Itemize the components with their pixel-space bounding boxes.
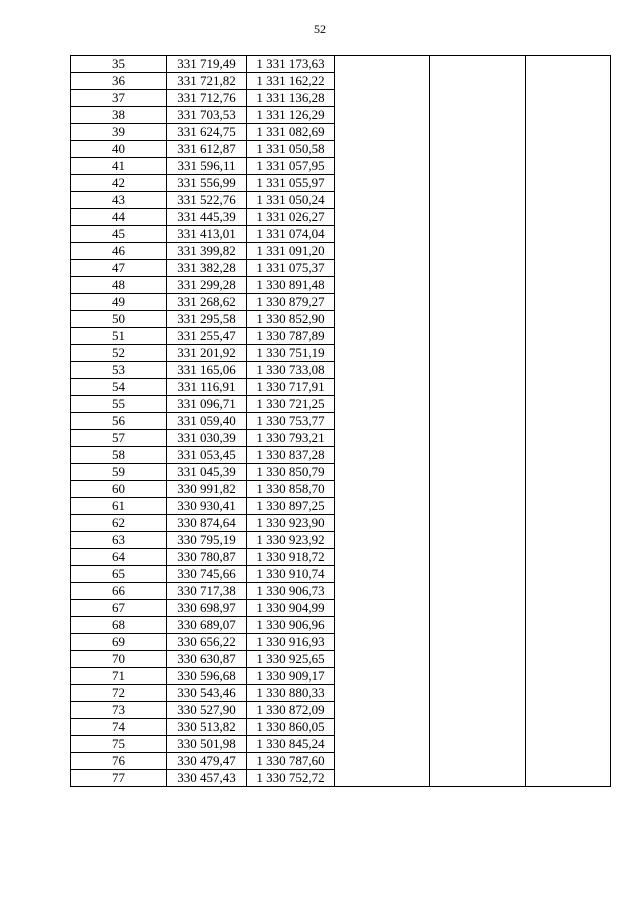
x-coordinate-cell: 330 501,98 xyxy=(167,736,247,753)
point-number-cell: 58 xyxy=(71,447,167,464)
point-number-cell: 39 xyxy=(71,124,167,141)
x-coordinate-cell: 330 874,64 xyxy=(167,515,247,532)
y-coordinate-cell: 1 330 925,65 xyxy=(247,651,335,668)
y-coordinate-cell: 1 330 752,72 xyxy=(247,770,335,787)
y-coordinate-cell: 1 330 753,77 xyxy=(247,413,335,430)
point-number-cell: 74 xyxy=(71,719,167,736)
y-coordinate-cell: 1 330 860,05 xyxy=(247,719,335,736)
y-coordinate-cell: 1 330 904,99 xyxy=(247,600,335,617)
y-coordinate-cell: 1 331 126,29 xyxy=(247,107,335,124)
y-coordinate-cell: 1 330 906,73 xyxy=(247,583,335,600)
point-number-cell: 72 xyxy=(71,685,167,702)
point-number-cell: 68 xyxy=(71,617,167,634)
x-coordinate-cell: 331 299,28 xyxy=(167,277,247,294)
point-number-cell: 43 xyxy=(71,192,167,209)
point-number-cell: 48 xyxy=(71,277,167,294)
x-coordinate-cell: 331 612,87 xyxy=(167,141,247,158)
y-coordinate-cell: 1 330 879,27 xyxy=(247,294,335,311)
point-number-cell: 66 xyxy=(71,583,167,600)
y-coordinate-cell: 1 330 733,08 xyxy=(247,362,335,379)
point-number-cell: 56 xyxy=(71,413,167,430)
x-coordinate-cell: 330 527,90 xyxy=(167,702,247,719)
point-number-cell: 75 xyxy=(71,736,167,753)
y-coordinate-cell: 1 331 162,22 xyxy=(247,73,335,90)
x-coordinate-cell: 330 698,97 xyxy=(167,600,247,617)
page-number: 52 xyxy=(314,22,326,36)
y-coordinate-cell: 1 331 075,37 xyxy=(247,260,335,277)
x-coordinate-cell: 331 045,39 xyxy=(167,464,247,481)
blank-column-6 xyxy=(526,56,611,787)
point-number-cell: 64 xyxy=(71,549,167,566)
y-coordinate-cell: 1 330 850,79 xyxy=(247,464,335,481)
x-coordinate-cell: 331 556,99 xyxy=(167,175,247,192)
x-coordinate-cell: 330 689,07 xyxy=(167,617,247,634)
x-coordinate-cell: 331 596,11 xyxy=(167,158,247,175)
y-coordinate-cell: 1 330 872,09 xyxy=(247,702,335,719)
x-coordinate-cell: 331 059,40 xyxy=(167,413,247,430)
point-number-cell: 55 xyxy=(71,396,167,413)
point-number-cell: 73 xyxy=(71,702,167,719)
x-coordinate-cell: 331 053,45 xyxy=(167,447,247,464)
x-coordinate-cell: 330 656,22 xyxy=(167,634,247,651)
y-coordinate-cell: 1 330 787,60 xyxy=(247,753,335,770)
point-number-cell: 44 xyxy=(71,209,167,226)
point-number-cell: 57 xyxy=(71,430,167,447)
x-coordinate-cell: 330 745,66 xyxy=(167,566,247,583)
y-coordinate-cell: 1 330 845,24 xyxy=(247,736,335,753)
y-coordinate-cell: 1 330 906,96 xyxy=(247,617,335,634)
x-coordinate-cell: 330 513,82 xyxy=(167,719,247,736)
point-number-cell: 42 xyxy=(71,175,167,192)
point-number-cell: 63 xyxy=(71,532,167,549)
x-coordinate-cell: 331 703,53 xyxy=(167,107,247,124)
y-coordinate-cell: 1 330 923,90 xyxy=(247,515,335,532)
x-coordinate-cell: 331 116,91 xyxy=(167,379,247,396)
x-coordinate-cell: 331 721,82 xyxy=(167,73,247,90)
x-coordinate-cell: 330 780,87 xyxy=(167,549,247,566)
x-coordinate-cell: 330 717,38 xyxy=(167,583,247,600)
x-coordinate-cell: 330 991,82 xyxy=(167,481,247,498)
y-coordinate-cell: 1 330 923,92 xyxy=(247,532,335,549)
point-number-cell: 59 xyxy=(71,464,167,481)
x-coordinate-cell: 331 712,76 xyxy=(167,90,247,107)
y-coordinate-cell: 1 330 909,17 xyxy=(247,668,335,685)
point-number-cell: 37 xyxy=(71,90,167,107)
point-number-cell: 53 xyxy=(71,362,167,379)
table-row xyxy=(71,56,611,73)
y-coordinate-cell: 1 331 074,04 xyxy=(247,226,335,243)
x-coordinate-cell: 331 165,06 xyxy=(167,362,247,379)
point-number-cell: 49 xyxy=(71,294,167,311)
y-coordinate-cell: 1 331 091,20 xyxy=(247,243,335,260)
point-number-cell: 51 xyxy=(71,328,167,345)
x-coordinate-cell: 331 268,62 xyxy=(167,294,247,311)
point-number-cell: 46 xyxy=(71,243,167,260)
y-coordinate-cell: 1 330 837,28 xyxy=(247,447,335,464)
point-number-cell: 35 xyxy=(71,56,167,73)
y-coordinate-cell: 1 330 916,93 xyxy=(247,634,335,651)
point-number-cell: 77 xyxy=(71,770,167,787)
x-coordinate-cell: 331 399,82 xyxy=(167,243,247,260)
y-coordinate-cell: 1 330 897,25 xyxy=(247,498,335,515)
point-number-cell: 70 xyxy=(71,651,167,668)
x-coordinate-cell: 330 630,87 xyxy=(167,651,247,668)
y-coordinate-cell: 1 331 050,24 xyxy=(247,192,335,209)
x-coordinate-cell: 331 295,58 xyxy=(167,311,247,328)
x-coordinate-cell: 331 201,92 xyxy=(167,345,247,362)
point-number-cell: 60 xyxy=(71,481,167,498)
y-coordinate-cell: 1 330 787,89 xyxy=(247,328,335,345)
x-coordinate-cell: 331 445,39 xyxy=(167,209,247,226)
x-coordinate-cell: 330 596,68 xyxy=(167,668,247,685)
blank-column-5 xyxy=(430,56,526,787)
x-coordinate-cell: 330 457,43 xyxy=(167,770,247,787)
y-coordinate-cell: 1 331 136,28 xyxy=(247,90,335,107)
x-coordinate-cell: 331 624,75 xyxy=(167,124,247,141)
y-coordinate-cell: 1 330 717,91 xyxy=(247,379,335,396)
y-coordinate-cell: 1 331 050,58 xyxy=(247,141,335,158)
point-number-cell: 52 xyxy=(71,345,167,362)
x-coordinate-cell: 331 413,01 xyxy=(167,226,247,243)
point-number-cell: 67 xyxy=(71,600,167,617)
x-coordinate-cell: 331 255,47 xyxy=(167,328,247,345)
y-coordinate-cell: 1 330 880,33 xyxy=(247,685,335,702)
y-coordinate-cell: 1 330 721,25 xyxy=(247,396,335,413)
y-coordinate-cell: 1 331 026,27 xyxy=(247,209,335,226)
coordinates-table-body xyxy=(71,56,611,787)
coordinates-table xyxy=(70,55,611,787)
y-coordinate-cell: 1 331 173,63 xyxy=(247,56,335,73)
point-number-cell: 38 xyxy=(71,107,167,124)
y-coordinate-cell: 1 330 793,21 xyxy=(247,430,335,447)
y-coordinate-cell: 1 330 918,72 xyxy=(247,549,335,566)
y-coordinate-cell: 1 331 082,69 xyxy=(247,124,335,141)
y-coordinate-cell: 1 330 852,90 xyxy=(247,311,335,328)
x-coordinate-cell: 330 479,47 xyxy=(167,753,247,770)
x-coordinate-cell: 330 543,46 xyxy=(167,685,247,702)
y-coordinate-cell: 1 331 055,97 xyxy=(247,175,335,192)
point-number-cell: 71 xyxy=(71,668,167,685)
blank-column-4 xyxy=(335,56,430,787)
y-coordinate-cell: 1 330 891,48 xyxy=(247,277,335,294)
point-number-cell: 45 xyxy=(71,226,167,243)
point-number-cell: 61 xyxy=(71,498,167,515)
x-coordinate-cell: 331 382,28 xyxy=(167,260,247,277)
point-number-cell: 41 xyxy=(71,158,167,175)
y-coordinate-cell: 1 331 057,95 xyxy=(247,158,335,175)
point-number-cell: 50 xyxy=(71,311,167,328)
x-coordinate-cell: 331 030,39 xyxy=(167,430,247,447)
x-coordinate-cell: 331 522,76 xyxy=(167,192,247,209)
point-number-cell: 69 xyxy=(71,634,167,651)
x-coordinate-cell: 330 795,19 xyxy=(167,532,247,549)
point-number-cell: 54 xyxy=(71,379,167,396)
point-number-cell: 62 xyxy=(71,515,167,532)
x-coordinate-cell: 330 930,41 xyxy=(167,498,247,515)
point-number-cell: 76 xyxy=(71,753,167,770)
point-number-cell: 47 xyxy=(71,260,167,277)
y-coordinate-cell: 1 330 910,74 xyxy=(247,566,335,583)
point-number-cell: 36 xyxy=(71,73,167,90)
x-coordinate-cell: 331 719,49 xyxy=(167,56,247,73)
point-number-cell: 65 xyxy=(71,566,167,583)
x-coordinate-cell: 331 096,71 xyxy=(167,396,247,413)
y-coordinate-cell: 1 330 858,70 xyxy=(247,481,335,498)
point-number-cell: 40 xyxy=(71,141,167,158)
y-coordinate-cell: 1 330 751,19 xyxy=(247,345,335,362)
